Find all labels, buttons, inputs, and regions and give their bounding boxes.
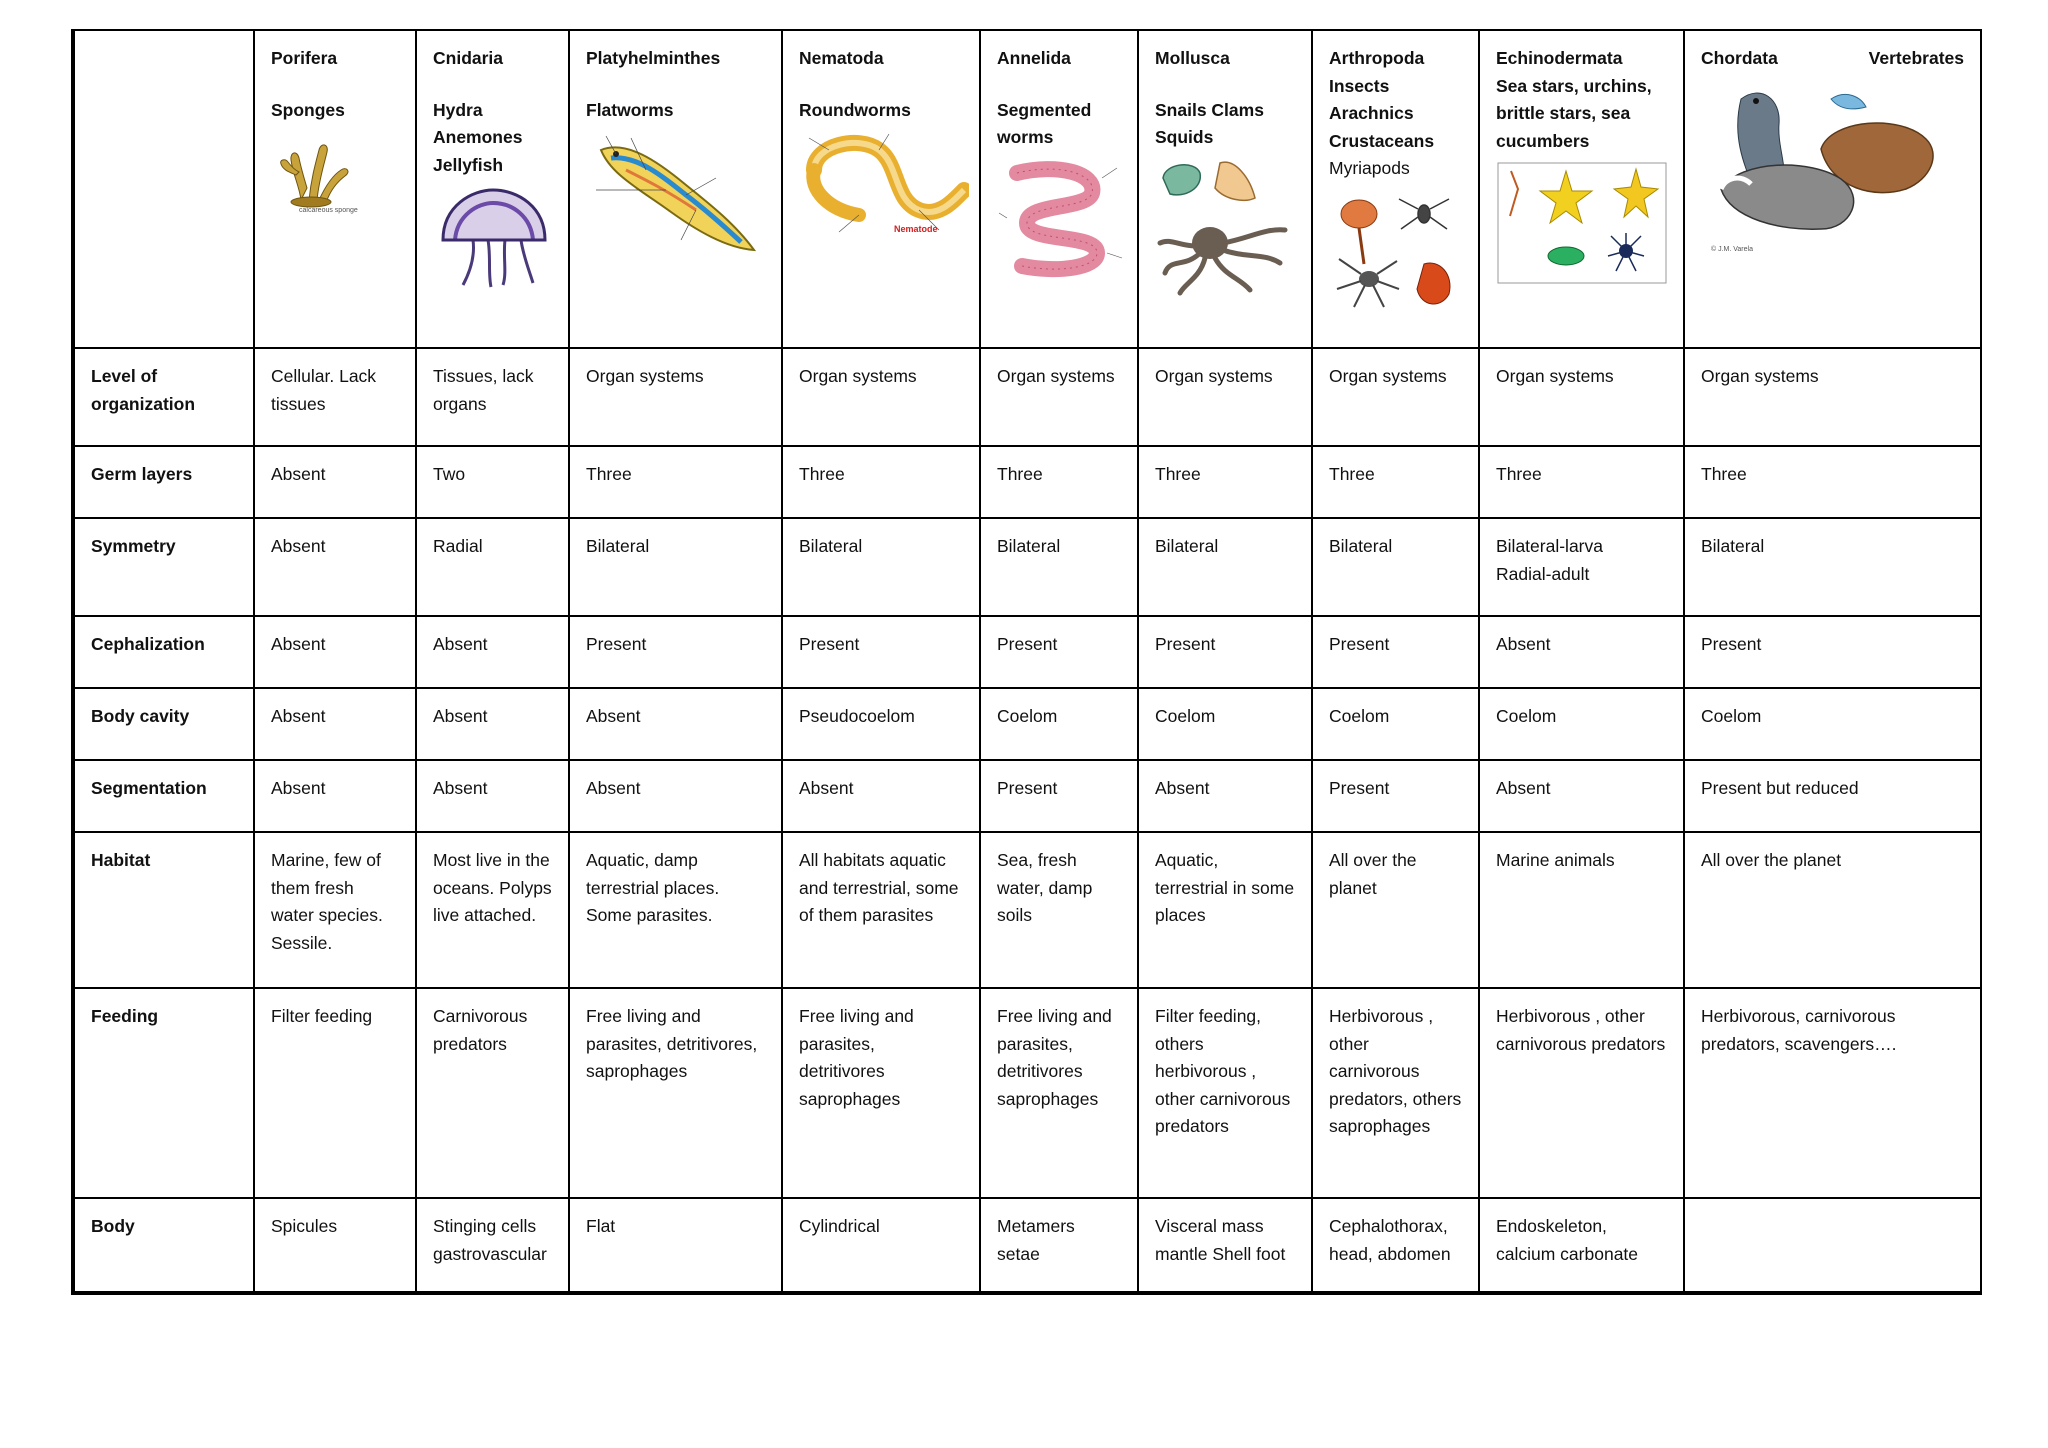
phylum-name: Nematoda	[799, 48, 884, 68]
table-cell: Stinging cells gastrovascular	[416, 1198, 569, 1293]
table-cell: Filter feeding, others herbivorous , other carnivorous predators	[1138, 988, 1312, 1198]
table-cell: Tissues, lack organs	[416, 348, 569, 446]
table-cell: Present	[1312, 616, 1479, 688]
jellyfish-illustration	[433, 185, 552, 290]
header-row	[73, 30, 1981, 348]
table-cell: Bilateral	[980, 518, 1138, 616]
table-row	[73, 518, 1981, 616]
table-cell: Absent	[416, 688, 569, 760]
table-cell: Coelom	[980, 688, 1138, 760]
earthworm-anatomy-diagram	[997, 158, 1121, 278]
table-cell: Three	[782, 446, 980, 518]
table-cell: Organ systems	[980, 348, 1138, 446]
table-cell: Marine animals	[1479, 832, 1684, 988]
phylum-group-label: Vertebrates	[1868, 48, 1964, 68]
table-cell: Three	[1684, 446, 1981, 518]
table-cell: Marine, few of them fresh water species. Sessile.	[254, 832, 416, 988]
table-cell: Organ systems	[569, 348, 782, 446]
phylum-common-names	[433, 97, 552, 180]
flatworm-anatomy-diagram	[586, 130, 765, 260]
row-label: Cephalization	[73, 616, 254, 688]
table-cell: Present	[980, 760, 1138, 832]
table-cell: Present	[980, 616, 1138, 688]
phylum-name: Porifera	[271, 48, 338, 68]
table-row	[73, 688, 1981, 760]
table-cell: Present	[782, 616, 980, 688]
table-cell: Herbivorous , other carnivorous predators, others saprophages	[1312, 988, 1479, 1198]
table-cell: Most live in the oceans. Polyps live attached.	[416, 832, 569, 988]
image-caption: © J.M. Varela	[1711, 245, 1753, 253]
table-cell: Endoskeleton, calcium carbonate	[1479, 1198, 1684, 1293]
common-name-line: Arachnics	[1329, 103, 1414, 123]
table-cell: Present	[569, 616, 782, 688]
animal-phyla-table	[71, 29, 1982, 1295]
table-row	[73, 616, 1981, 688]
common-name-line: Crustaceans	[1329, 130, 1435, 151]
table-cell: Bilateral	[1312, 518, 1479, 616]
table-cell: Sea, fresh water, damp soils	[980, 832, 1138, 988]
table-row	[73, 348, 1981, 446]
table-cell: Present	[1684, 616, 1981, 688]
table-cell: Three	[980, 446, 1138, 518]
row-label: Habitat	[73, 832, 254, 988]
arthropod-illustrations	[1329, 189, 1462, 319]
table-cell: Metamers setae	[980, 1198, 1138, 1293]
table-cell: Herbivorous , other carnivorous predators	[1479, 988, 1684, 1198]
table-cell: Coelom	[1684, 688, 1981, 760]
table-cell: Free living and parasites, detritivores, saprophages	[569, 988, 782, 1198]
table-cell: Coelom	[1312, 688, 1479, 760]
table-cell: Absent	[1479, 616, 1684, 688]
table-cell: Free living and parasites, detritivores saprophages	[782, 988, 980, 1198]
common-name-line: Hydra	[433, 99, 483, 120]
table-cell: Spicules	[254, 1198, 416, 1293]
table-cell: Bilateral	[782, 518, 980, 616]
common-name-line: Jellyfish	[433, 154, 504, 175]
phylum-common-names	[1155, 97, 1295, 152]
common-name-line: Squids	[1155, 127, 1214, 147]
table-cell: Absent	[254, 446, 416, 518]
phylum-name: Annelida	[997, 48, 1071, 68]
table-cell: Three	[1479, 446, 1684, 518]
common-name-line: Anemones	[433, 127, 523, 147]
table-cell: Pseudocoelom	[782, 688, 980, 760]
table-cell: Radial	[416, 518, 569, 616]
common-name-line: Sponges	[271, 99, 345, 120]
table-cell: Aquatic, damp terrestrial places. Some parasites.	[569, 832, 782, 988]
table-cell: Cylindrical	[782, 1198, 980, 1293]
phylum-header-cnidaria	[416, 30, 569, 348]
phylum-name: Mollusca	[1155, 48, 1230, 68]
table-cell: Cellular. Lack tissues	[254, 348, 416, 446]
phylum-name: Arthropoda	[1329, 48, 1425, 68]
phylum-name: Echinodermata	[1496, 48, 1623, 68]
table-row	[73, 760, 1981, 832]
common-name-line: cucumbers	[1496, 130, 1590, 151]
phylum-common-names	[1496, 73, 1667, 156]
common-name-line: Insects	[1329, 75, 1390, 96]
table-cell: Bilateral	[1138, 518, 1312, 616]
table-cell: Present	[1312, 760, 1479, 832]
table-row	[73, 446, 1981, 518]
table-cell: Filter feeding	[254, 988, 416, 1198]
table-cell: Absent	[254, 760, 416, 832]
image-caption: Nematode	[894, 224, 938, 234]
table-cell	[1684, 1198, 1981, 1293]
table-cell: Organ systems	[1138, 348, 1312, 446]
table-cell: All over the planet	[1684, 832, 1981, 988]
table-cell: Herbivorous, carnivorous predators, scavengers….	[1684, 988, 1981, 1198]
common-name-line: worms	[997, 127, 1054, 147]
common-name-line: Flatworms	[586, 99, 674, 120]
row-label: Feeding	[73, 988, 254, 1198]
table-cell: Absent	[1479, 760, 1684, 832]
table-cell: Coelom	[1479, 688, 1684, 760]
table-cell: Cephalothorax, head, abdomen	[1312, 1198, 1479, 1293]
table-cell: Three	[569, 446, 782, 518]
phylum-header-porifera	[254, 30, 416, 348]
table-cell: Absent	[254, 616, 416, 688]
common-name-line: Segmented	[997, 99, 1092, 120]
phylum-common-names	[586, 97, 765, 125]
phylum-header-chordata	[1684, 30, 1981, 348]
phylum-header-nematoda	[782, 30, 980, 348]
vertebrate-illustrations	[1701, 79, 1964, 259]
table-cell: Visceral mass mantle Shell foot	[1138, 1198, 1312, 1293]
common-name-line: Snails Clams	[1155, 99, 1264, 120]
corner-cell	[73, 30, 254, 348]
table-cell: Coelom	[1138, 688, 1312, 760]
phylum-name: Chordata	[1701, 48, 1778, 68]
phylum-common-names	[271, 97, 399, 125]
row-label: Symmetry	[73, 518, 254, 616]
table-cell: Absent	[569, 688, 782, 760]
common-name-line: Roundworms	[799, 99, 911, 120]
table-row	[73, 832, 1981, 988]
row-label: Body cavity	[73, 688, 254, 760]
row-label: Germ layers	[73, 446, 254, 518]
phylum-header-platyhelminthes	[569, 30, 782, 348]
table-cell: Absent	[416, 616, 569, 688]
table-cell: Free living and parasites, detritivores saprophages	[980, 988, 1138, 1198]
mollusc-illustrations	[1155, 158, 1295, 298]
phylum-header-mollusca	[1138, 30, 1312, 348]
row-label: Level of organization	[73, 348, 254, 446]
table-cell: All over the planet	[1312, 832, 1479, 988]
table-cell: Organ systems	[782, 348, 980, 446]
table-cell: Absent	[254, 688, 416, 760]
table-cell: Three	[1312, 446, 1479, 518]
table-cell: Aquatic, terrestrial in some places	[1138, 832, 1312, 988]
table-cell: Carnivorous predators	[416, 988, 569, 1198]
phylum-name: Cnidaria	[433, 48, 504, 68]
table-cell: Present	[1138, 616, 1312, 688]
table-cell: Two	[416, 446, 569, 518]
common-name-line: Sea stars, urchins,	[1496, 75, 1652, 96]
common-name-line: Myriapods	[1329, 158, 1410, 178]
echinoderm-illustrations	[1496, 161, 1667, 286]
table-cell: Bilateral	[569, 518, 782, 616]
table-cell: Organ systems	[1312, 348, 1479, 446]
image-caption: calcareous sponge	[299, 207, 358, 214]
comparison-sheet	[71, 29, 1979, 1295]
phylum-header-annelida	[980, 30, 1138, 348]
common-name-line: brittle stars, sea	[1496, 103, 1631, 123]
phylum-header-arthropoda	[1312, 30, 1479, 348]
table-cell: Absent	[782, 760, 980, 832]
table-cell: Organ systems	[1479, 348, 1684, 446]
row-label: Body	[73, 1198, 254, 1293]
table-cell: Absent	[569, 760, 782, 832]
table-cell: All habitats aquatic and terrestrial, some of them parasites	[782, 832, 980, 988]
table-cell: Absent	[254, 518, 416, 616]
phylum-header-echinodermata	[1479, 30, 1684, 348]
phylum-name: Platyhelminthes	[586, 48, 721, 68]
table-cell: Present but reduced	[1684, 760, 1981, 832]
phylum-common-names	[1329, 73, 1462, 183]
roundworm-anatomy-diagram	[799, 130, 963, 240]
row-label: Segmentation	[73, 760, 254, 832]
table-row	[73, 1198, 1981, 1293]
phylum-common-names	[799, 97, 963, 125]
table-cell: Organ systems	[1684, 348, 1981, 446]
table-cell: Absent	[416, 760, 569, 832]
table-cell: Absent	[1138, 760, 1312, 832]
table-cell: Three	[1138, 446, 1312, 518]
table-row	[73, 988, 1981, 1198]
table-cell: Flat	[569, 1198, 782, 1293]
sponge-illustration	[271, 130, 399, 215]
table-cell: Bilateral-larva Radial-adult	[1479, 518, 1684, 616]
phylum-name-row	[1701, 45, 1964, 73]
phylum-common-names	[997, 97, 1121, 152]
table-cell: Bilateral	[1684, 518, 1981, 616]
